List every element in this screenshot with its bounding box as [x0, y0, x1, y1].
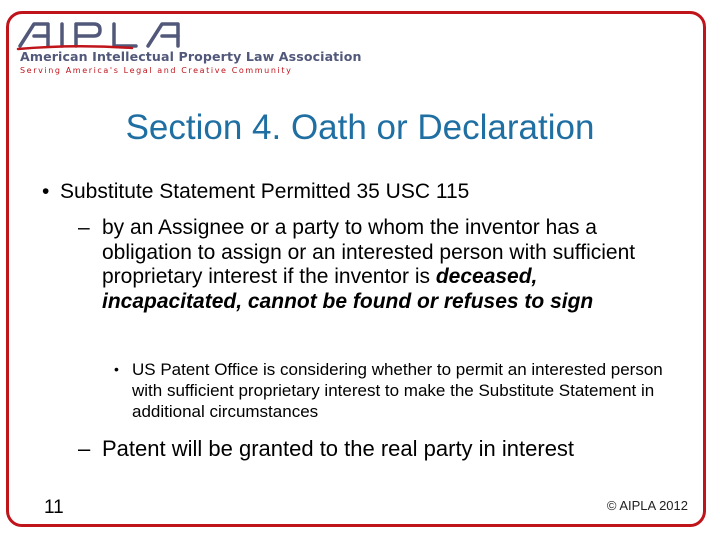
bullet-text: Substitute Statement Permitted 35 USC 115	[60, 180, 470, 203]
slide-title: Section 4. Oath or Declaration	[125, 108, 595, 147]
bullet-text	[102, 216, 682, 314]
dash-marker: –	[78, 436, 91, 461]
bullet-text-plain: by an Assignee or a party to whom the inventor has a obligation to assign or an interested person with sufficient proprietary interest if the inventor is	[102, 216, 636, 288]
bullet-marker: •	[42, 180, 50, 203]
logo-tagline: Serving America's Legal and Creative Community	[20, 66, 293, 75]
bullet-text-emphasis: deceased, incapacitated, cannot be found or refuses to sign	[102, 265, 594, 313]
logo-organization-name: American Intellectual Property Law Association	[20, 49, 362, 64]
bullet-text: Patent will be granted to the real party in interest	[102, 436, 575, 461]
bullet-marker: •	[114, 361, 119, 377]
copyright-notice: © AIPLA 2012	[606, 498, 688, 513]
page-number: 11	[44, 497, 64, 518]
dash-marker: –	[78, 216, 90, 239]
bullet-text: US Patent Office is considering whether to permit an interested person with sufficient proprietary interest to make the Substitute Statement in additional circumstances	[132, 360, 663, 421]
